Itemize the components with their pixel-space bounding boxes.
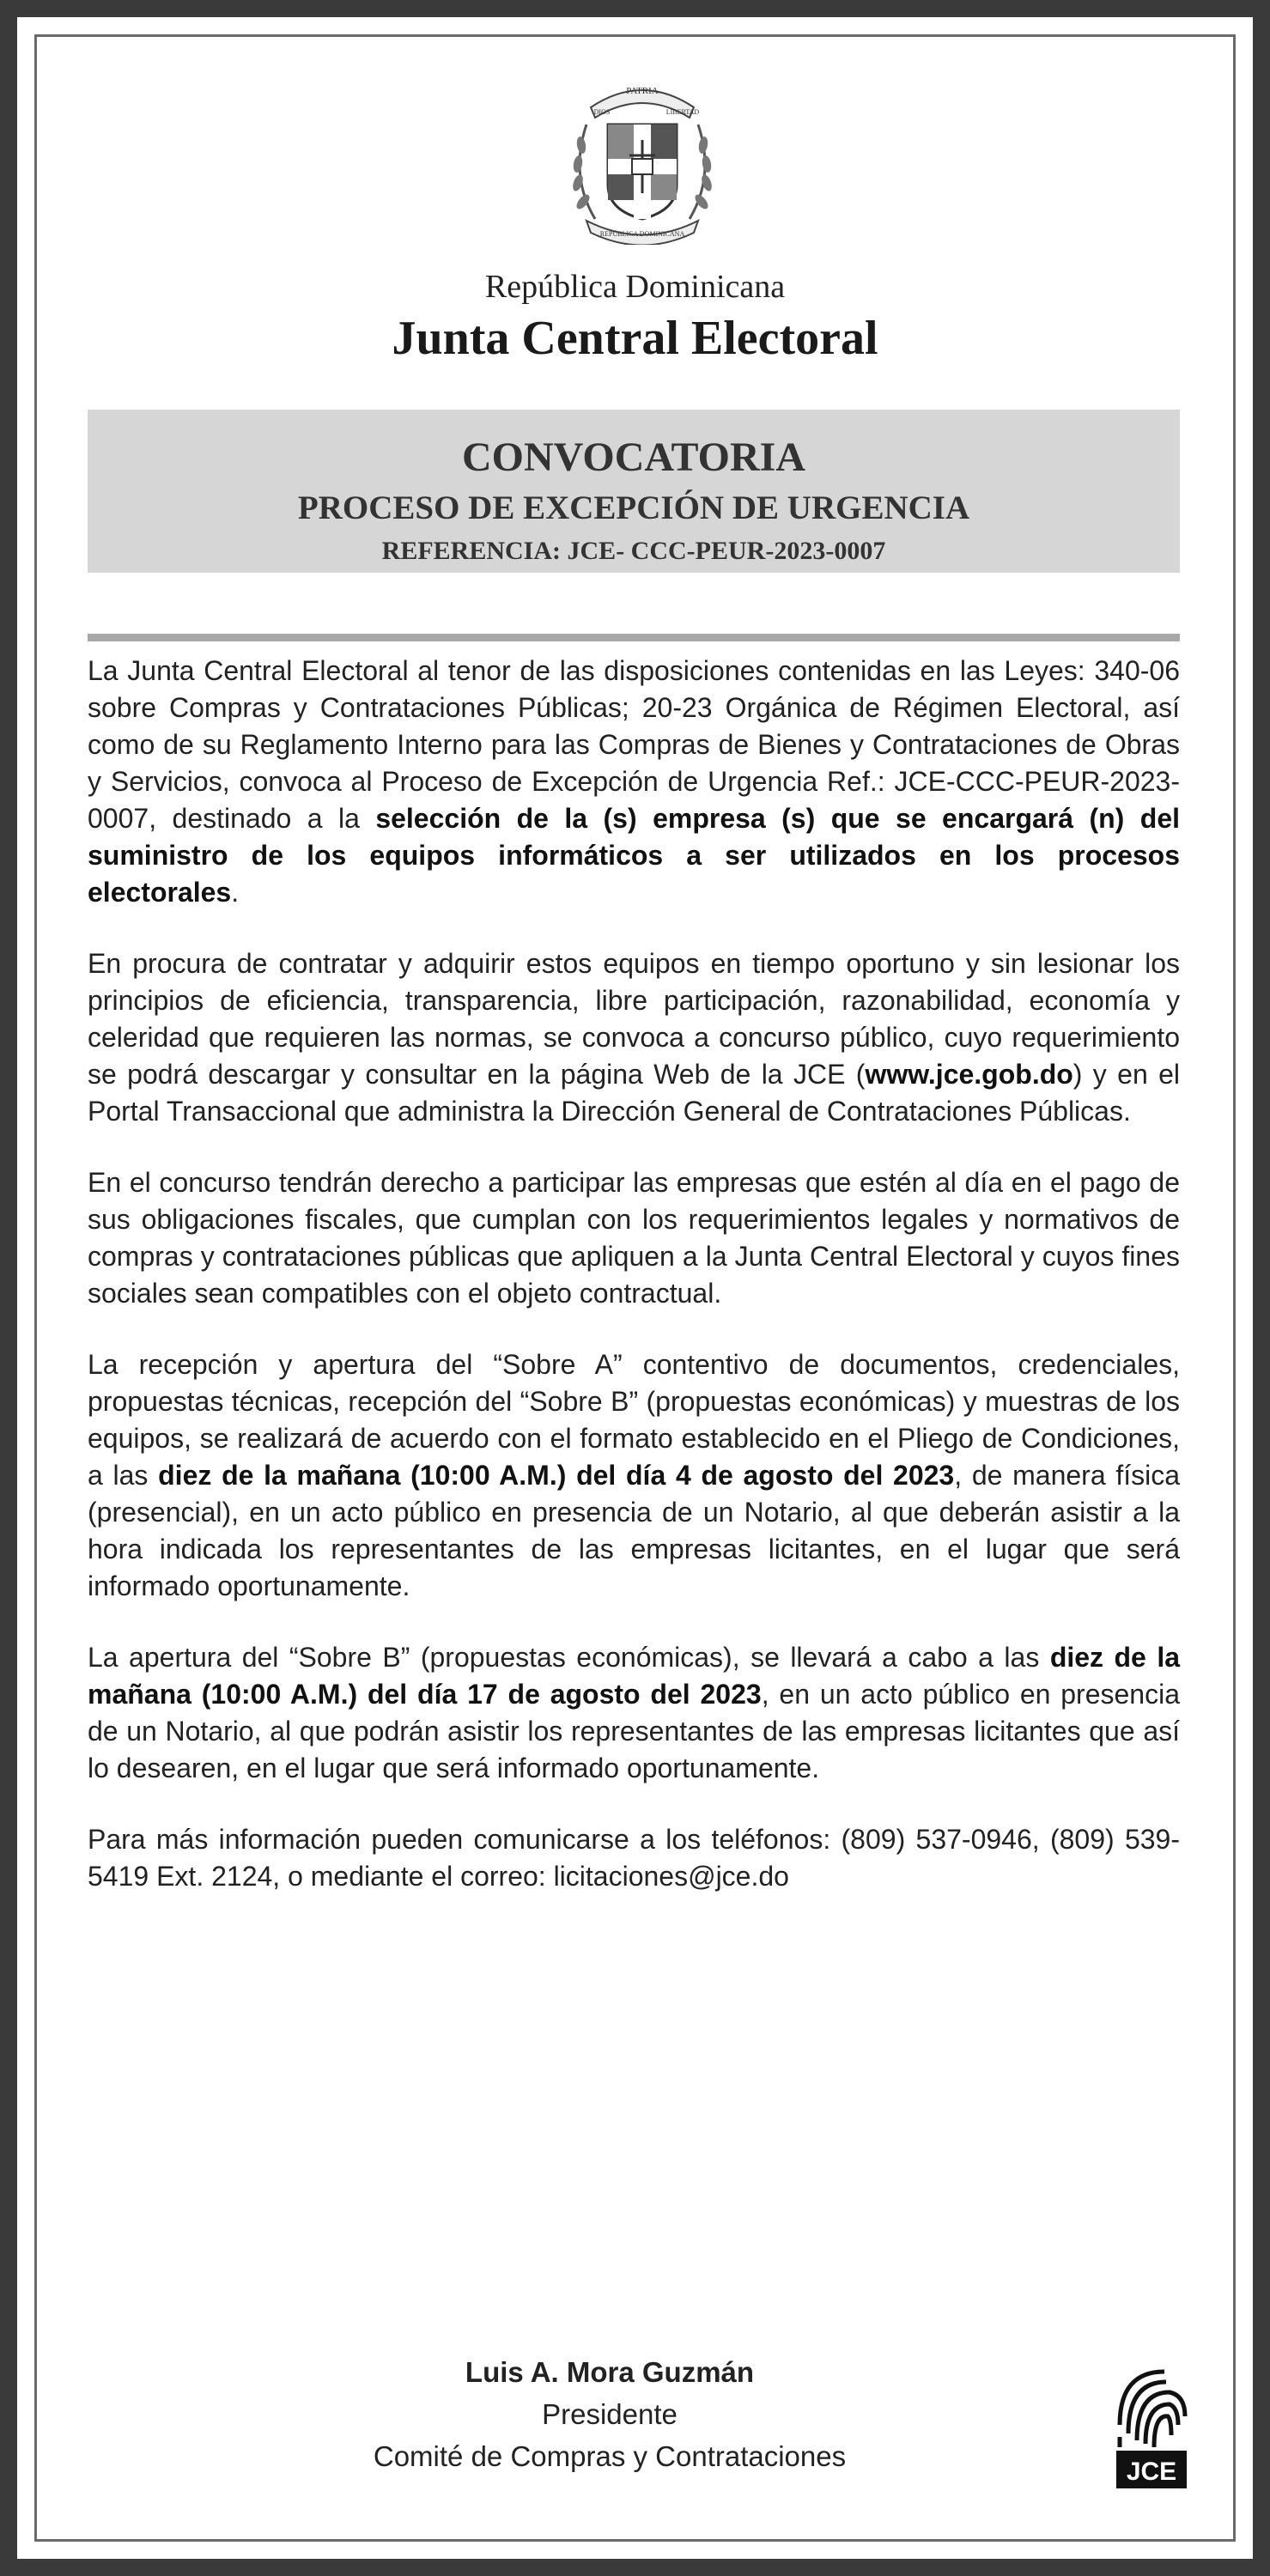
paragraph-eligibility: En el concurso tendrán derecho a participar las empresas que estén al día en el pago de sus obligaciones fiscales, que cumplan con los requerimientos legales y normativos de compras y contrataciones públicas que apliquen a la Junta Central Electoral y cuyos fines sociales sean compatibles con el objeto contractual. xyxy=(88,1167,1180,1309)
paragraph-contact: Para más información pueden comunicarse a los teléfonos: (809) 537-0946, (809) 539-5419 Ext. 2124, o mediante el correo: licitaciones@jce.do xyxy=(88,1824,1180,1892)
signature-block xyxy=(301,2351,919,2477)
paragraph-legal-basis: La Junta Central Electoral al tenor de las disposiciones contenidas en las Leyes: 340-06 sobre Compras y Contrataciones Públicas; 20-23 Orgánica de Régimen Electoral, así como de su Reglamento Interno para las Compras de Bienes y Contrataciones de Obras y Servicios, convoca al Proceso de Excepción de Urgencia Ref.: JCE-CCC-PEUR-2023-0007, destinado a la selección de la (s) empresa (s) que se encargará (n) del suministro de los equipos informáticos a ser utilizados en los procesos electorales. xyxy=(88,655,1180,908)
motto-top: PATRIA xyxy=(626,86,659,96)
banner-reference: REFERENCIA: JCE- CCC-PEUR-2023-0007 xyxy=(381,537,886,565)
notice-sheet xyxy=(17,17,1253,2559)
convocation-banner xyxy=(88,410,1180,573)
motto-left: DIOS xyxy=(593,108,611,116)
emblem-ribbon: REPÚBLICA DOMINICANA xyxy=(599,230,685,238)
country-name: República Dominicana xyxy=(484,269,786,305)
paragraph-envelope-a: La recepción y apertura del “Sobre A” contentivo de documentos, credenciales, propuestas técnicas, recepción del “Sobre B” (propuestas económicas) y muestras de los equipos, se realizará de acuerdo con el formato establecido en el Pliego de Condiciones, a las diez de la mañana (10:00 A.M.) del día 4 de agosto del 2023, de manera física (presencial), en un acto público en presencia de un Notario, al que deberán asistir a la hora indicada los representantes de las empresas licitantes, en el lugar que será informado oportunamente. xyxy=(88,1349,1181,1601)
jce-fingerprint-logo-icon xyxy=(1113,2365,1190,2494)
signer-title: Presidente xyxy=(542,2398,678,2430)
organization-name: Junta Central Electoral xyxy=(392,312,878,365)
banner-title: CONVOCATORIA xyxy=(462,434,805,480)
notice-body xyxy=(88,653,1180,1929)
website-link: www.jce.gob.do xyxy=(865,1059,1073,1090)
coat-of-arms-icon xyxy=(561,73,724,245)
signer-committee: Comité de Compras y Contrataciones xyxy=(373,2440,847,2472)
paragraph-public-contest: En procura de contratar y adquirir estos equipos en tiempo oportuno y sin lesionar los principios de eficiencia, transparencia, libre participación, razonabilidad, economía y celeridad que requieren las normas, se convoca a concurso público, cuyo requerimiento se podrá descargar y consultar en la página Web de la JCE (www.jce.gob.do) y en el Portal Transaccional que administra la Dirección General de Contrataciones Públicas. xyxy=(88,948,1181,1127)
banner-subtitle: PROCESO DE EXCEPCIÓN DE URGENCIA xyxy=(297,489,970,526)
jce-logo-text: JCE xyxy=(1126,2458,1177,2486)
paragraph-envelope-b: La apertura del “Sobre B” (propuestas económicas), se llevará a cabo a las diez de la mañana (10:00 A.M.) del día 17 de agosto del 2023, en un acto público en presencia de un Notario, al que podrán asistir los representantes de las empresas licitantes que así lo desearen, en el lugar que será informado oportunamente. xyxy=(88,1642,1181,1783)
divider xyxy=(88,634,1180,641)
motto-right: LIBERTAD xyxy=(665,108,700,116)
signer-name: Luis A. Mora Guzmán xyxy=(465,2356,755,2388)
